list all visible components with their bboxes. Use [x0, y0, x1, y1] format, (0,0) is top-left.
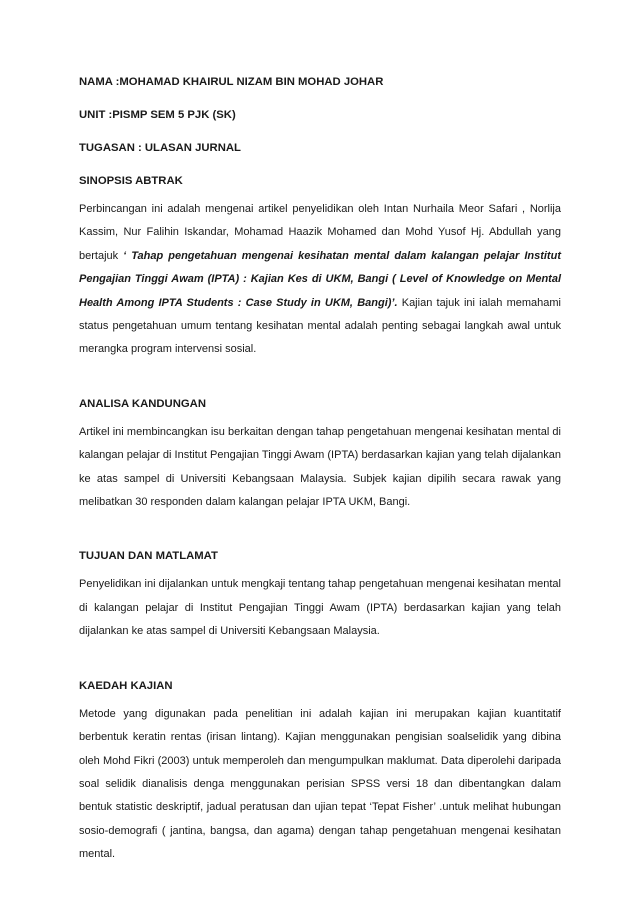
article-title: ‘ Tahap pengetahuan mengenai kesihatan mental dalam kalangan pelajar Institut Pengajian Tinggi Awam (IPTA) : Kajian Kes di UKM, Bangi ( Level of Knowledge on Mental Health Among IPTA Students : Case Study in UKM, Bangi)’.	[79, 249, 561, 309]
sinopsis-paragraph	[79, 198, 561, 362]
section-heading-analisa: ANALISA KANDUNGAN	[79, 397, 206, 410]
tujuan-paragraph: Penyelidikan ini dijalankan untuk mengkaji tentang tahap pengetahuan mengenai kesihatan mental di kalangan pelajar di Institut Pengajian Tinggi Awam (IPTA) berdasarkan kajian yang telah dijalankan ke atas sampel di Universiti Kebangsaan Malaysia.	[79, 578, 561, 638]
section-heading-kaedah: KAEDAH KAJIAN	[79, 679, 173, 692]
document-page	[79, 67, 561, 867]
section-heading-sinopsis: SINOPSIS ABTRAK	[79, 175, 183, 187]
unit-line: UNIT :PISMP SEM 5 PJK (SK)	[79, 109, 236, 121]
sinopsis-text-before: Perbincangan ini adalah mengenai artikel penyelidikan oleh Intan Nurhaila Meor Safari , Norlija Kassim, Nur Falihin Iskandar, Mohamad Haazik Mohamed dan Mohd Yusof Hj. Abdullah yang bertajuk	[79, 203, 561, 262]
kaedah-paragraph: Metode yang digunakan pada penelitian ini adalah kajian ini merupakan kajian kuantitatif berbentuk keratin rentas (irisan lintang). Kajian menggunakan pengisian soalselidik yang dibina oleh Mohd Fikri (2003) untuk memperoleh dan mengumpulkan maklumat. Data diperolehi daripada soal selidik dianalisis denga menggunakan perisian SPSS versi 18 dan dibentangkan dalam bentuk statistic deskriptif, jadual peratusan dan ujian tepat ‘Tepat Fisher’ .untuk melihat hubungan sosio-demografi ( jantina, bangsa, dan agama) dengan tahap pengetahuan mengenai kesihatan mental.	[79, 707, 561, 861]
analisa-paragraph: Artikel ini membincangkan isu berkaitan dengan tahap pengetahuan mengenai kesihatan mental di kalangan pelajar di Institut Pengajian Tinggi Awam (IPTA) berdasarkan kajian yang telah dijalankan ke atas sampel di Universiti Kebangsaan Malaysia. Subjek kajian dipilih secara rawak yang melibatkan 30 responden dalam kalangan pelajar IPTA UKM, Bangi.	[79, 425, 561, 509]
assignment-title: TUGASAN : ULASAN JURNAL	[79, 142, 241, 154]
section-heading-tujuan: TUJUAN DAN MATLAMAT	[79, 550, 218, 563]
student-name: NAMA :MOHAMAD KHAIRUL NIZAM BIN MOHAD JOHAR	[79, 76, 384, 88]
sinopsis-text-after: Kajian tajuk ini ialah memahami status pengetahuan umum tentang kesihatan mental adalah penting sebagai langkah awal untuk merangka program intervensi sosial.	[79, 296, 562, 356]
